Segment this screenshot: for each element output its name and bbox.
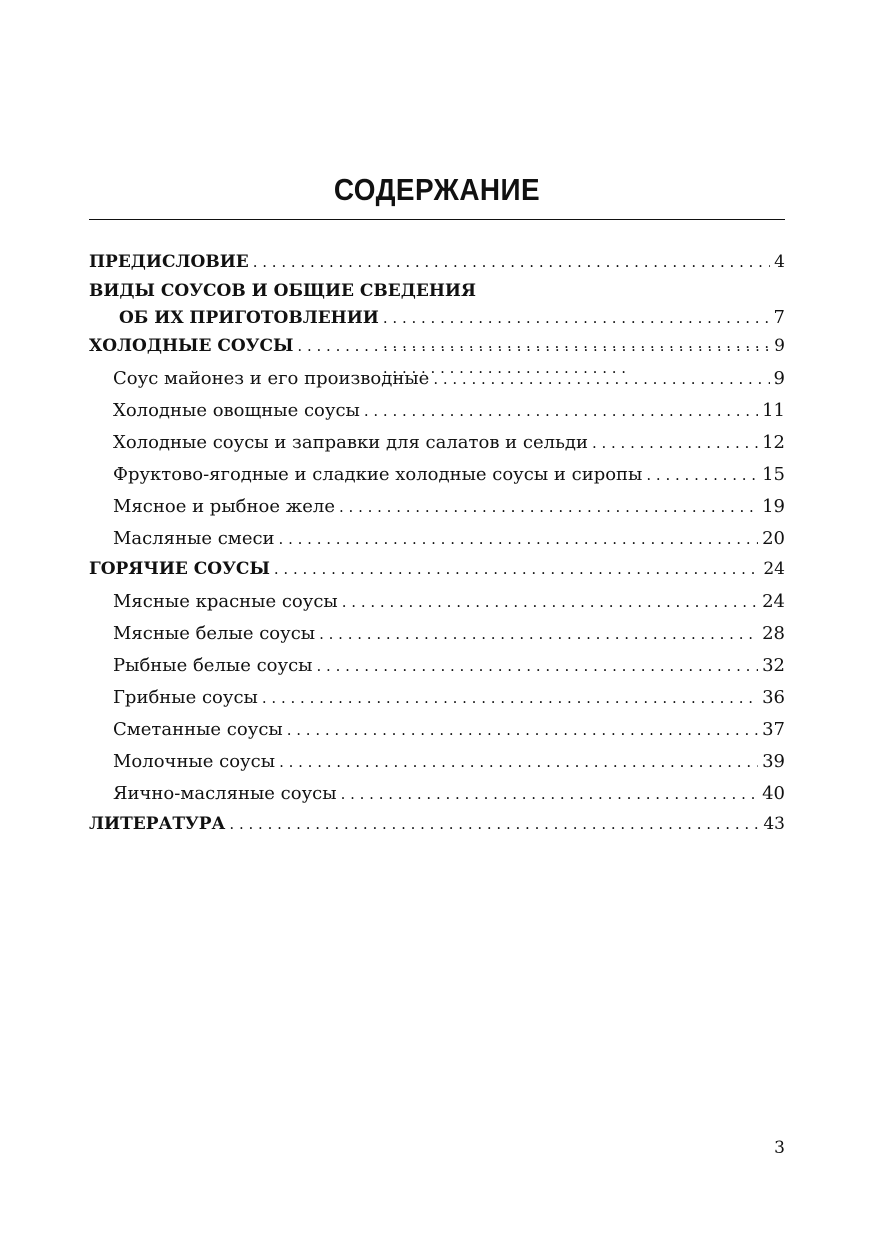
dot-leader (364, 395, 758, 427)
toc-subentry-title: Холодные соусы и заправки для салатов и сельди (113, 432, 588, 453)
toc-page-number: 11 (762, 400, 785, 421)
dot-leader (342, 586, 758, 618)
toc-page-number: 7 (773, 307, 785, 328)
toc-page-number: 43 (763, 814, 785, 834)
toc-subentry[interactable] (89, 459, 785, 491)
toc-page-number: 28 (762, 623, 785, 644)
page-title: СОДЕРЖАНИЕ (333, 172, 541, 207)
toc-subentry-title: Мясное и рыбное желе (113, 496, 335, 517)
toc-page-number: 19 (762, 496, 785, 517)
toc-subentry-title: Грибные соусы (113, 687, 258, 708)
toc-page-number: 20 (762, 528, 785, 549)
toc-subentry[interactable] (89, 363, 785, 395)
dot-leader (229, 810, 759, 839)
toc-entry-title-line2: ОБ ИХ ПРИГОТОВЛЕНИИ (119, 308, 379, 328)
toc-subentry-title: Соус майонез и его производные (113, 368, 430, 389)
toc-subentry[interactable] (89, 682, 785, 714)
toc-entry-cold-sauces[interactable] (89, 332, 785, 361)
toc-subentry-title: Масляные смеси (113, 528, 275, 549)
toc-page-number: 9 (773, 368, 785, 389)
toc-subentry[interactable] (89, 427, 785, 459)
dot-leader (646, 459, 758, 491)
toc-subentry-title: Мясные красные соусы (113, 591, 338, 612)
toc-entry-literature[interactable] (89, 810, 785, 839)
toc-subentry-title: Мясные белые соусы (113, 623, 316, 644)
toc-subentry[interactable] (89, 523, 785, 555)
dot-leader (253, 248, 770, 277)
toc-subentry[interactable] (89, 586, 785, 618)
dot-leader (262, 682, 758, 714)
toc-subentry[interactable] (89, 650, 785, 682)
toc-page-number: 12 (762, 432, 785, 453)
toc-entry-hot-sauces[interactable] (89, 555, 785, 584)
toc-subentry[interactable] (89, 778, 785, 810)
dot-leader (341, 778, 759, 810)
dot-leader (279, 523, 759, 555)
toc-subentry[interactable] (89, 746, 785, 778)
toc-subentry-title: Фруктово-ягодные и сладкие холодные соусы и сиропы (113, 464, 643, 485)
toc-entry-types[interactable] (89, 278, 785, 332)
dot-leader (279, 746, 758, 778)
toc-entry-title: ХОЛОДНЫЕ СОУСЫ (89, 336, 294, 356)
toc-page-number: 9 (774, 336, 785, 356)
toc-entry-title-line1: ВИДЫ СОУСОВ И ОБЩИЕ СВЕДЕНИЯ (89, 281, 476, 301)
title-rule (89, 219, 785, 220)
toc-page-number: 32 (762, 655, 785, 676)
toc-entry-preface[interactable] (89, 248, 785, 278)
toc-page-number: 24 (762, 591, 785, 612)
toc-subentry[interactable] (89, 714, 785, 746)
toc-subentry-title: Сметанные соусы (113, 719, 283, 740)
toc-subentry-title: Рыбные белые соусы (113, 655, 313, 676)
toc-subentry[interactable] (89, 395, 785, 427)
toc-page-number: 15 (762, 464, 785, 485)
toc-page-number: 4 (774, 252, 785, 272)
dot-leader (297, 332, 770, 361)
toc-subentry-title: Молочные соусы (113, 751, 276, 772)
toc-entry-title: ГОРЯЧИЕ СОУСЫ (89, 559, 270, 579)
dot-leader (317, 650, 759, 682)
toc-page-number: 40 (762, 783, 785, 804)
dot-leader (433, 363, 769, 395)
dot-leader (274, 555, 759, 584)
toc-subentry-title: Яично-масляные соусы (113, 783, 337, 804)
table-of-contents (89, 248, 785, 839)
toc-subentry[interactable] (89, 491, 785, 523)
toc-entry-title: ПРЕДИСЛОВИЕ (89, 252, 249, 272)
toc-subentry-title: Холодные овощные соусы (113, 400, 360, 421)
toc-subentry[interactable] (89, 618, 785, 650)
page-number: 3 (774, 1138, 785, 1158)
dot-leader (592, 427, 758, 459)
toc-page-number: 39 (762, 751, 785, 772)
toc-page-number: 37 (762, 719, 785, 740)
dot-leader (319, 618, 758, 650)
toc-page-number: 24 (763, 559, 785, 579)
dot-leader (287, 714, 758, 746)
toc-page-number: 36 (762, 687, 785, 708)
toc-entry-title: ЛИТЕРАТУРА (89, 814, 226, 834)
dot-leader (339, 491, 758, 523)
